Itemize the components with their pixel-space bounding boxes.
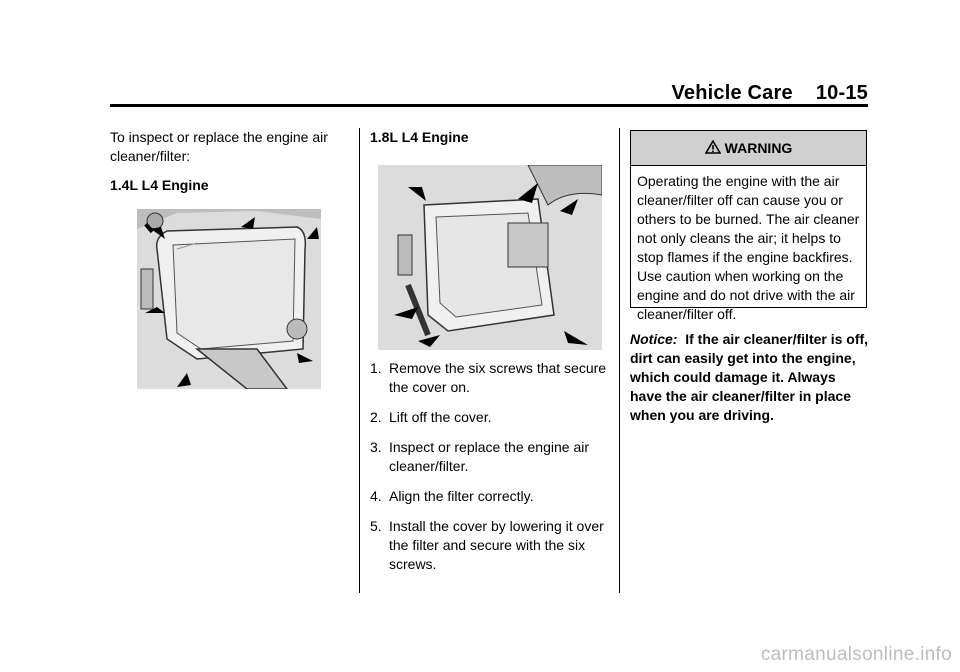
warning-header	[631, 131, 866, 166]
steps-list	[370, 359, 610, 574]
intro-text: To inspect or replace the engine air cleaner/filter:	[110, 129, 328, 164]
column-2	[370, 128, 610, 157]
engine-label-14l: 1.4L L4 Engine	[110, 177, 209, 193]
step-item: 3. Inspect or replace the engine air cleaner/filter.	[370, 439, 590, 474]
warning-title: WARNING	[724, 140, 793, 156]
header-section: Vehicle Care	[671, 82, 793, 104]
column-divider-1	[359, 128, 360, 593]
header-title	[671, 82, 868, 105]
notice-text: If the air cleaner/filter is off, dirt can easily get into the engine, which could damage it. Always have the air cleaner/filter in place when you are driving.	[630, 331, 869, 423]
watermark: carmanualsonline.info	[760, 644, 952, 665]
column-divider-2	[619, 128, 620, 593]
step-item: 5. Install the cover by lowering it over the filter and secure with the six screws.	[370, 518, 604, 572]
notice-block	[630, 330, 870, 425]
engine-illustration-18l	[378, 165, 602, 350]
step-item: 1. Remove the six screws that secure the cover on.	[370, 360, 607, 395]
warning-box	[630, 130, 867, 322]
engine-label-18l: 1.8L L4 Engine	[370, 129, 469, 145]
step-item: 2. Lift off the cover.	[370, 409, 492, 425]
steps-section	[370, 359, 610, 585]
step-item: 4. Align the filter correctly.	[370, 488, 534, 504]
header-page-number: 10-15	[815, 82, 868, 104]
page-header	[110, 78, 868, 106]
warning-triangle-icon	[705, 140, 721, 157]
notice-label: Notice:	[630, 331, 678, 347]
header-rule	[110, 104, 868, 107]
engine-illustration-14l	[137, 209, 321, 389]
warning-text: Operating the engine with the air cleaner/filter off can cause you or others to be burned. The air cleaner not only cleans the air; it helps to stop flames if the engine backfires. Use caution when working on the engine and do not drive with the air cleaner/filter off.	[637, 173, 860, 322]
column-1	[110, 128, 350, 205]
